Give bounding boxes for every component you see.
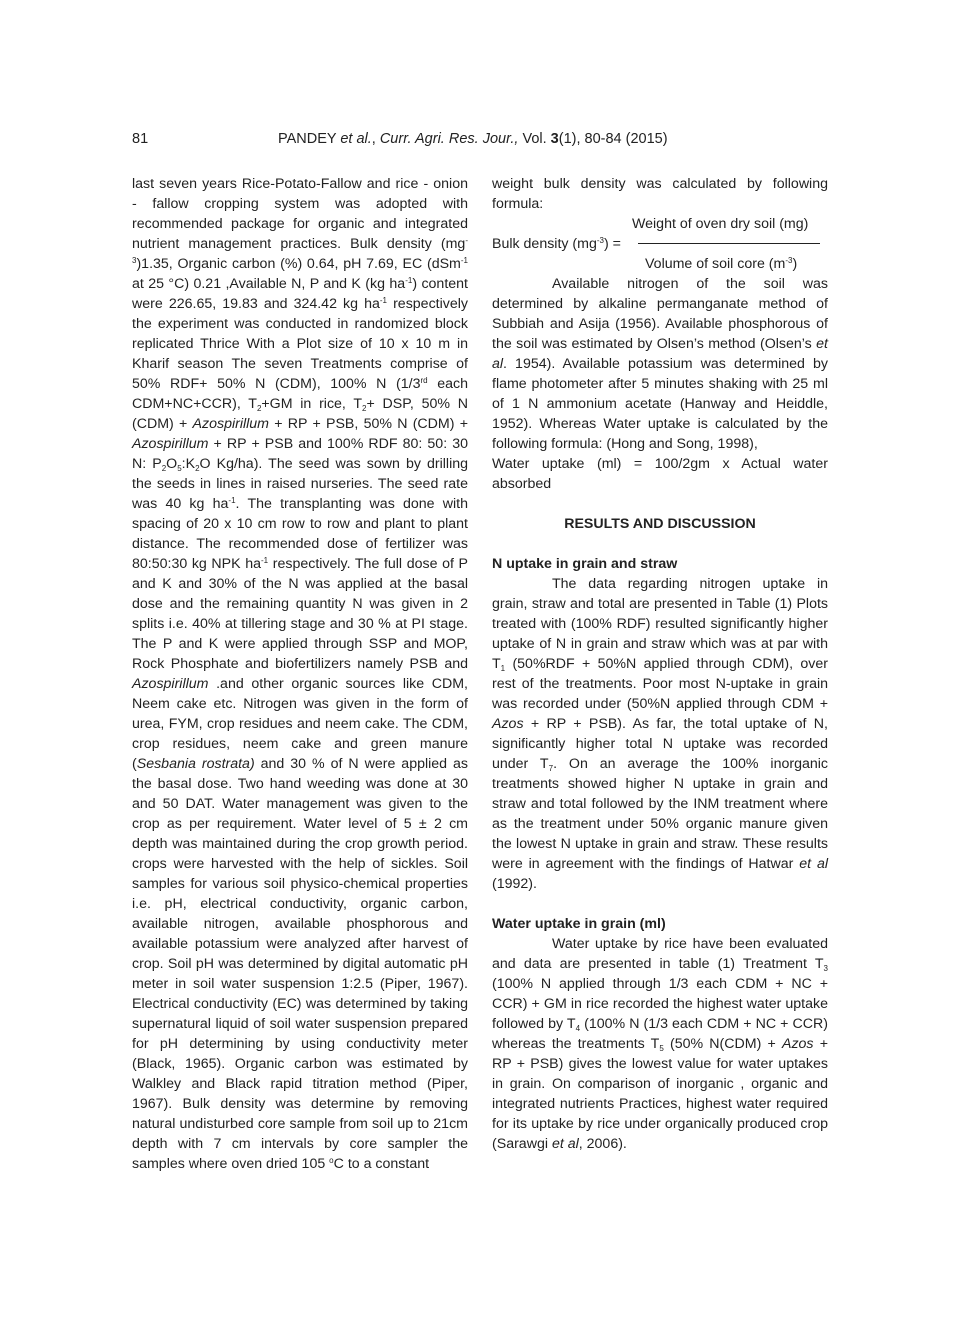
subscript: 5 [659, 1044, 664, 1053]
text-run: + RP + PSB, 50% N (CDM) + [269, 416, 468, 432]
text-run: (100% N applied through 1/3 each CDM + NC + CCR) + GM in rice recorded the highest water uptake followed by T [492, 976, 828, 1032]
italic-term: Azos [781, 1036, 814, 1052]
text-run: respectively. The full dose of P and K and 30% of the N was applied at the basal dose and the remaining quantity N was given in 2 splits i.e. 40% at tillering stage and 30 % at PI stage. The P and K were applied through SSP and MOP, Rock Phosphate and biofertilizers namely PSB and [132, 556, 468, 672]
water-uptake-formula: Water uptake (ml) = 100/2gm x Actual water absorbed [492, 456, 828, 492]
right-column [492, 174, 828, 1154]
text-run: respectively the experiment was conducted in randomized block replicated Thrice With a Plot size of 10 x 10 m in Kharif season The seven Treatments comprise of 50% RDF+ 50% N (CDM), 100% N (1/3 [132, 296, 468, 392]
italic-term: Azospirillum [132, 676, 209, 692]
formula-intro: weight bulk density was calculated by following formula: [492, 176, 828, 212]
subscript: 4 [575, 1024, 581, 1033]
text-run: and 30 % of N were applied as the basal dose. Two hand weeding was done at 30 and 50 DAT. Water management was given to the crop as per requirement. Water level of 5 ± 2 cm depth was maintained during the crop growth period. crops were harvested with the help of sickles. Soil samples for various soil physico-chemical properties i.e. pH, electrical conductivity, organic carbon, available nitrogen, available phosphorous and available potassium were analyzed after harvest of crop. Soil pH was determined by digital automatic pH meter in soil water suspension 1:2.5 (Piper, 1967). Electrical conductivity (EC) was determined by taking supernatural liquid of soil water suspension prepared for pH determining by using conductivity meter (Black, 1965). Organic carbon was estimated by Walkley and Black rapid titration method (Piper, 1967). Bulk density was determine by removing natural undisturbed core sample from soil up to 21cm depth with 7 cm intervals by core sampler the samples where oven dried 105 [132, 756, 468, 1172]
subscript: 2 [362, 404, 367, 413]
text-run: at 25 °C) 0.21 ,Available N, P and K (kg ha [132, 276, 406, 292]
fraction-bar [638, 243, 820, 244]
superscript: -1 [405, 276, 413, 285]
water-uptake-paragraph [492, 934, 828, 1154]
superscript: -1 [460, 256, 468, 265]
text-run: + RP + PSB). As far, the total uptake of N, significantly higher total N uptake was recorded under T [492, 716, 828, 772]
text-run: (50% N(CDM) + [663, 1036, 782, 1052]
text-run: + DSP, 50% N (CDM) + [132, 396, 468, 432]
italic-term: et al [799, 856, 828, 872]
italic-term: Azospirillum [132, 436, 209, 452]
italic-term: Azos [492, 716, 524, 732]
superscript: -1 [228, 496, 236, 505]
subscript: 2 [256, 404, 262, 413]
page-number: 81 [132, 131, 149, 147]
text-run: (1992). [492, 876, 537, 892]
text-run: . On an average the 100% inorganic treatments showed higher N uptake in grain and straw and total followed by the INM treatment where as the treatment under 50% organic manure given the lowest N uptake in grain and straw. These results were in agreement with the findings of Hatwar [492, 756, 829, 872]
text-run: Water uptake by rice have been evaluated and data are presented in table (1) Treatment T [492, 936, 828, 972]
superscript: -3 [785, 256, 793, 265]
italic-term: et al [551, 1136, 579, 1152]
text-run: each CDM+NC+CCR), T [132, 376, 468, 412]
text-run: (50%RDF + 50%N applied through CDM), over rest of the treatments. Poor most N-uptake in grain was recorded under (50%N applied through CDM + [492, 656, 828, 712]
superscript: -3 [132, 236, 468, 265]
text-run: ) [792, 256, 798, 272]
text-run: C to a constant [333, 1156, 430, 1172]
text-run: (100% N (1/3 each CDM + NC + CCR) whereas the treatments T [492, 1016, 828, 1052]
superscript: o [329, 1156, 334, 1165]
subscript: 7 [548, 764, 554, 773]
text-run: . The transplanting was done with spacing of 20 x 10 cm row to row and plant to plant distance. The recommended dose of fertilizer was 80:50:30 kg NPK ha [132, 496, 468, 572]
subheading-water-uptake: Water uptake in grain (ml) [492, 916, 666, 932]
nutrient-methods-paragraph [492, 274, 828, 454]
n-uptake-paragraph [492, 574, 828, 894]
author-name: PANDEY [278, 131, 337, 147]
text-run: +GM in rice, T [261, 396, 363, 412]
text-run: + RP + PSB and 100% RDF 80: 50: 30 N: P [132, 436, 468, 472]
subheading-n-uptake: N uptake in grain and straw [492, 556, 678, 572]
text-run: )1.35, Organic carbon (%) 0.64, pH 7.69, EC (dSm [136, 256, 461, 272]
formula-denominator [645, 254, 797, 274]
subscript: 5 [177, 464, 182, 473]
journal-citation: PANDEY et al., Curr. Agri. Res. Jour., Vol. 3(1), 80-84 (2015) [278, 131, 668, 147]
volume-number: 3 [550, 131, 559, 147]
text-run: Available nitrogen of the soil was determined by alkaline permanganate method of Subbiah and Asija (1956). Available phosphorous of the soil was estimated by Olsen’s method (Olsen’s [492, 276, 828, 352]
text-run: O Kg/ha). The seed was sown by drilling the seeds in lines in raised nurseries. The seed rate was 40 kg ha [132, 456, 469, 512]
italic-term: et al [492, 336, 828, 372]
et-al: et al. [340, 131, 372, 147]
journal-name: Curr. Agri. Res. Jour., [379, 131, 519, 147]
formula-lhs [492, 234, 621, 254]
bulk-density-formula [492, 214, 828, 274]
subscript: 3 [823, 964, 828, 973]
methods-paragraph [132, 174, 468, 1174]
left-column [132, 174, 468, 1174]
subscript: 2 [195, 464, 200, 473]
text-run: Bulk density (mg [492, 236, 597, 252]
volume-label: Vol. [522, 131, 547, 147]
text-run: . 1954). Available potassium was determined by flame photometer after 5 minutes shaking with 25 ml of 1 N ammonium acetate (Hanway and Heiddle, 1952). Whereas Water uptake is calculated by the following formula: (Hong and Song, 1998), [492, 356, 828, 452]
text-run: ) = [604, 236, 621, 252]
text-run: O [166, 456, 178, 472]
italic-term: Azospirillum [192, 416, 270, 432]
superscript: -1 [379, 296, 387, 305]
subscript: 1 [500, 664, 506, 673]
issue-pages: (1), 80-84 (2015) [558, 131, 668, 147]
superscript: -3 [596, 236, 604, 245]
superscript: rd [420, 376, 428, 385]
text-run: + RP + PSB) gives the lowest value for water uptakes in grain. On comparison of inorganic , organic and integrated nutrients Practices, highest water required for its uptake by rice under organically produced crop (Sarawgi [492, 1036, 829, 1152]
formula-numerator: Weight of oven dry soil (mg) [632, 216, 809, 232]
superscript: -1 [261, 556, 269, 565]
running-header [132, 131, 828, 151]
italic-term: Sesbania rostrata) [136, 756, 255, 772]
text-run: The data regarding nitrogen uptake in grain, straw and total are presented in Table (1) Plots treated with (100% RDF) resulted significantly higher uptake of N in grain and straw which was at par with T [492, 576, 828, 672]
text-run: .and other organic sources like CDM, Neem cake etc. Nitrogen was given in the form of urea, FYM, crop residues and neem cake. The CDM, crop residues, neem cake and green manure ( [132, 676, 468, 772]
subscript: 2 [161, 464, 167, 473]
text-run: last seven years Rice-Potato-Fallow and rice - onion - fallow cropping system was adopted with recommended package for organic and integrated nutrient management practices. Bulk density (mg [132, 176, 468, 252]
text-run: Volume of soil core (m [645, 256, 786, 272]
section-heading: RESULTS AND DISCUSSION [564, 516, 756, 532]
text-run: :K [181, 456, 196, 472]
text-run: ) content were 226.65, 19.83 and 324.42 kg ha [132, 276, 468, 312]
text-run: , 2006). [578, 1136, 627, 1152]
